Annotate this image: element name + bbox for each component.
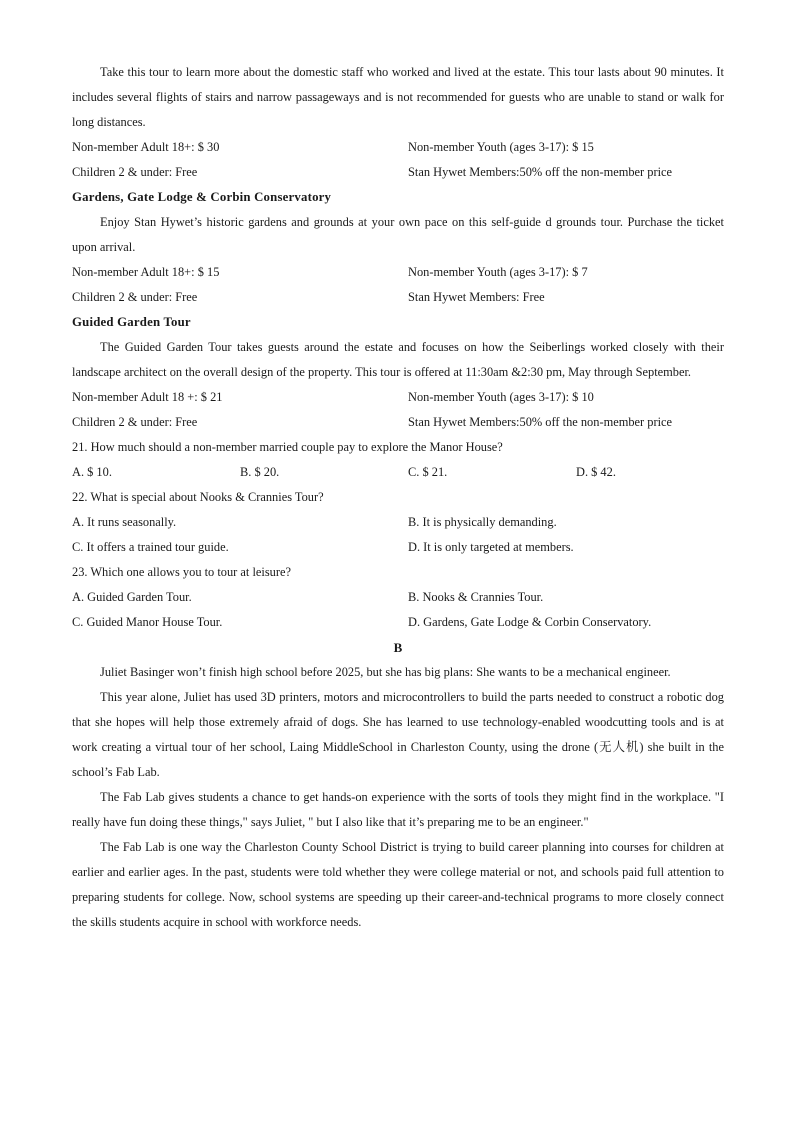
option-a: A. It runs seasonally.	[72, 515, 177, 529]
tour3-price-adult: Non-member Adult 18 +: $ 21	[72, 390, 223, 404]
tour3-price-row-2	[72, 410, 724, 435]
tour2-price-adult: Non-member Adult 18+: $ 15	[72, 265, 220, 279]
question-22: 22. What is special about Nooks & Crannies Tour?	[72, 490, 324, 504]
question-23: 23. Which one allows you to tour at leisure?	[72, 565, 291, 579]
tour2-title: Gardens, Gate Lodge & Corbin Conservatory	[72, 190, 332, 204]
tour2-description: Enjoy Stan Hywet’s historic gardens and grounds at your own pace on this self-guide d grounds tour. Purchase the ticket upon arrival.	[72, 215, 724, 254]
question-21-options	[72, 460, 724, 485]
tour1-price-row-1	[72, 135, 724, 160]
section-b-paragraph-2: This year alone, Juliet has used 3D printers, motors and microcontrollers to build the parts needed to construct a robotic dog that she hopes will help those extremely afraid of dogs. She has learned to use technology-enabled woodcutting tools and is at work creating a virtual tour of her school, Laing MiddleSchool in Charleston County, using the drone (无人机) she built in the school’s Fab Lab.	[72, 690, 724, 779]
tour1-price-row-2	[72, 160, 724, 185]
option-d: D. Gardens, Gate Lodge & Corbin Conservatory.	[408, 615, 652, 629]
option-d: D. It is only targeted at members.	[408, 540, 574, 554]
option-b: B. $ 20.	[240, 465, 280, 479]
option-c: C. $ 21.	[408, 465, 448, 479]
option-c: C. It offers a trained tour guide.	[72, 540, 229, 554]
question-23-options-row-1	[72, 585, 724, 610]
tour2-price-children: Children 2 & under: Free	[72, 290, 198, 304]
tour3-price-children: Children 2 & under: Free	[72, 415, 198, 429]
section-b-paragraph-4: The Fab Lab is one way the Charleston County School District is trying to build career planning into courses for children at earlier and earlier ages. In the past, students were told whether they were college material or not, and schools paid full attention to preparing students for college. Now, school systems are speeding up their career-and-technical programs to more closely connect the skills students acquire in school with workforce needs.	[72, 840, 724, 929]
tour1-description: Take this tour to learn more about the domestic staff who worked and lived at the estate. This tour lasts about 90 minutes. It includes several flights of stairs and narrow passageways and is not recommended for guests who are unable to stand or walk for long distances.	[72, 65, 724, 129]
question-22-options-row-2	[72, 535, 724, 560]
tour2-price-row-2	[72, 285, 724, 310]
tour3-price-members: Stan Hywet Members:50% off the non-member price	[408, 415, 673, 429]
tour1-price-youth: Non-member Youth (ages 3-17): $ 15	[408, 140, 594, 154]
tour2-price-members: Stan Hywet Members: Free	[408, 290, 545, 304]
tour3-description: The Guided Garden Tour takes guests around the estate and focuses on how the Seiberlings worked closely with their landscape architect on the overall design of the property. This tour is offered at 11:30am &2:30 pm, May through September.	[72, 340, 724, 379]
section-b-heading: B	[393, 640, 403, 655]
tour1-price-children: Children 2 & under: Free	[72, 165, 198, 179]
option-b: B. It is physically demanding.	[408, 515, 557, 529]
question-21: 21. How much should a non-member married couple pay to explore the Manor House?	[72, 440, 503, 454]
tour1-price-members: Stan Hywet Members:50% off the non-member price	[408, 165, 673, 179]
option-d: D. $ 42.	[576, 465, 616, 479]
question-22-options-row-1	[72, 510, 724, 535]
section-b-paragraph-1: Juliet Basinger won’t finish high school before 2025, but she has big plans: She wants to be a mechanical engineer.	[100, 665, 671, 679]
tour3-title: Guided Garden Tour	[72, 315, 191, 329]
option-b: B. Nooks & Crannies Tour.	[408, 590, 544, 604]
option-c: C. Guided Manor House Tour.	[72, 615, 223, 629]
tour3-price-youth: Non-member Youth (ages 3-17): $ 10	[408, 390, 594, 404]
section-b-paragraph-3: The Fab Lab gives students a chance to get hands-on experience with the sorts of tools they might find in the workplace. "I really have fun doing these things," says Juliet, " but I also like that it’s preparing me to be an engineer."	[72, 790, 724, 829]
tour1-price-adult: Non-member Adult 18+: $ 30	[72, 140, 220, 154]
question-23-options-row-2	[72, 610, 724, 635]
tour2-price-youth: Non-member Youth (ages 3-17): $ 7	[408, 265, 588, 279]
document-page	[72, 60, 724, 935]
tour2-price-row-1	[72, 260, 724, 285]
option-a: A. Guided Garden Tour.	[72, 590, 192, 604]
tour3-price-row-1	[72, 385, 724, 410]
option-a: A. $ 10.	[72, 465, 112, 479]
